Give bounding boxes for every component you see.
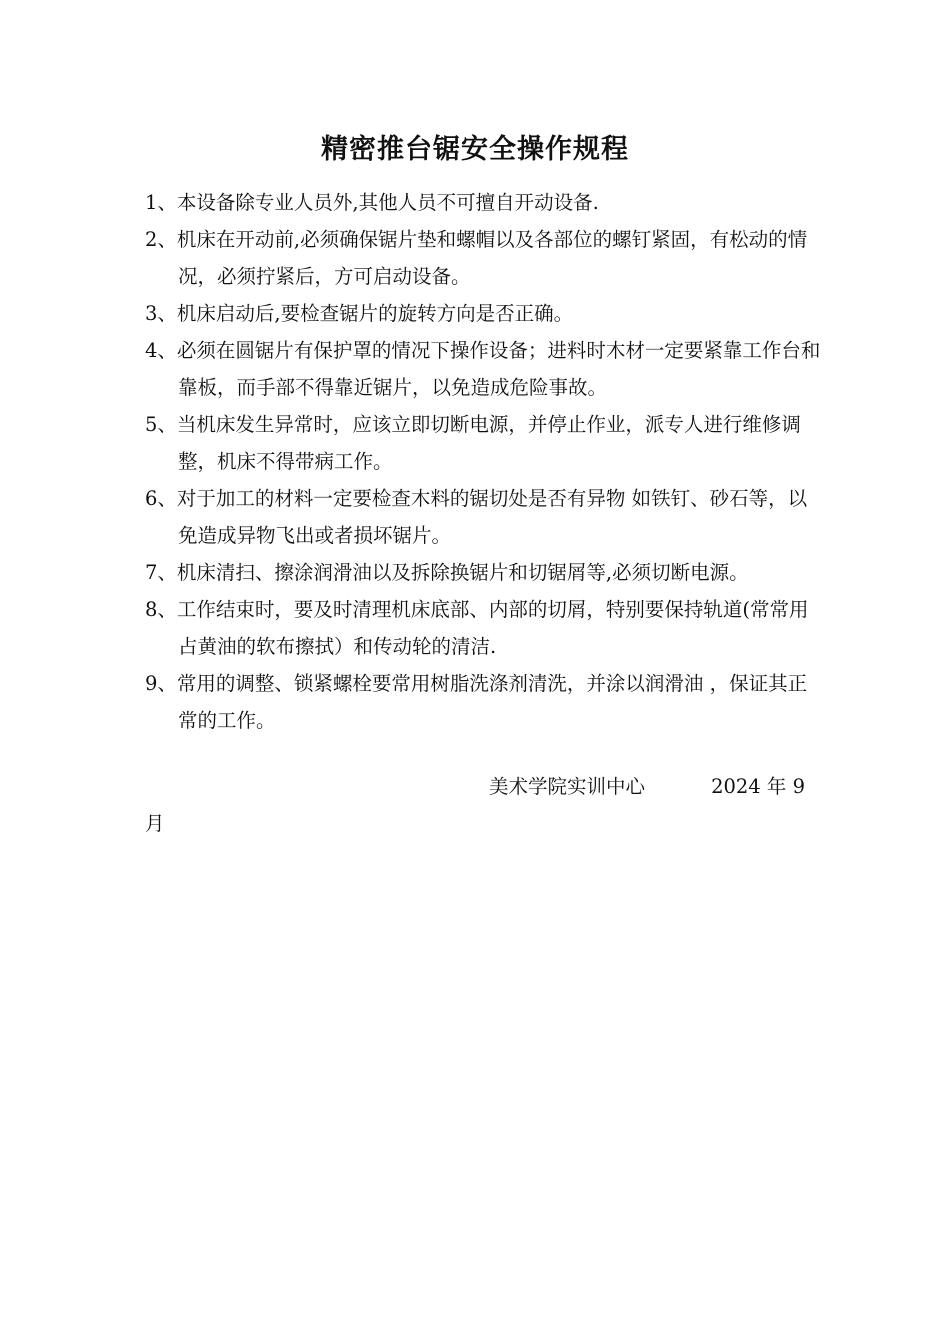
rule-item-8: 8、工作结束时，要及时清理机床底部、内部的切屑，特别要保持轨道(常常用占黄油的软布擦拭）和传动轮的清洁. bbox=[145, 598, 809, 658]
rule-item-7: 7、机床清扫、擦涂润滑油以及拆除换锯片和切锯屑等,必须切断电源。 bbox=[145, 561, 749, 584]
rule-item-4: 4、必须在圆锯片有保护罩的情况下操作设备；进料时木材一定要紧靠工作台和靠板，而手部不得靠近锯片，以免造成危险事故。 bbox=[145, 339, 821, 399]
date-text: 2024 年 9 bbox=[711, 775, 805, 798]
rule-item-9: 9、常用的调整、锁紧螺栓要常用树脂洗涤剂清洗，并涂以润滑油 ，保证其正常的工作。 bbox=[145, 672, 808, 732]
rule-item-6: 6、对于加工的材料一定要检查木料的锯切处是否有异物 如铁钉、砂石等，以免造成异物飞出或者损坏锯片。 bbox=[145, 487, 808, 547]
rule-item-3: 3、机床启动后,要检查锯片的旋转方向是否正确。 bbox=[145, 302, 574, 325]
rule-item-1: 1、本设备除专业人员外,其他人员不可擅自开动设备. bbox=[145, 191, 599, 214]
rule-item-2: 2、机床在开动前,必须确保锯片垫和螺帽以及各部位的螺钉紧固，有松动的情况，必须拧紧后，方可启动设备。 bbox=[145, 228, 808, 288]
signature-block bbox=[145, 768, 805, 842]
department-name: 美术学院实训中心 bbox=[489, 775, 646, 798]
date-month-suffix: 月 bbox=[145, 812, 165, 835]
rules-list bbox=[145, 184, 825, 739]
rule-item-5: 5、当机床发生异常时，应该立即切断电源，并停止作业，派专人进行维修调整，机床不得带病工作。 bbox=[145, 413, 801, 473]
document-title: 精密推台锯安全操作规程 bbox=[321, 134, 629, 165]
signature-line bbox=[145, 768, 805, 805]
